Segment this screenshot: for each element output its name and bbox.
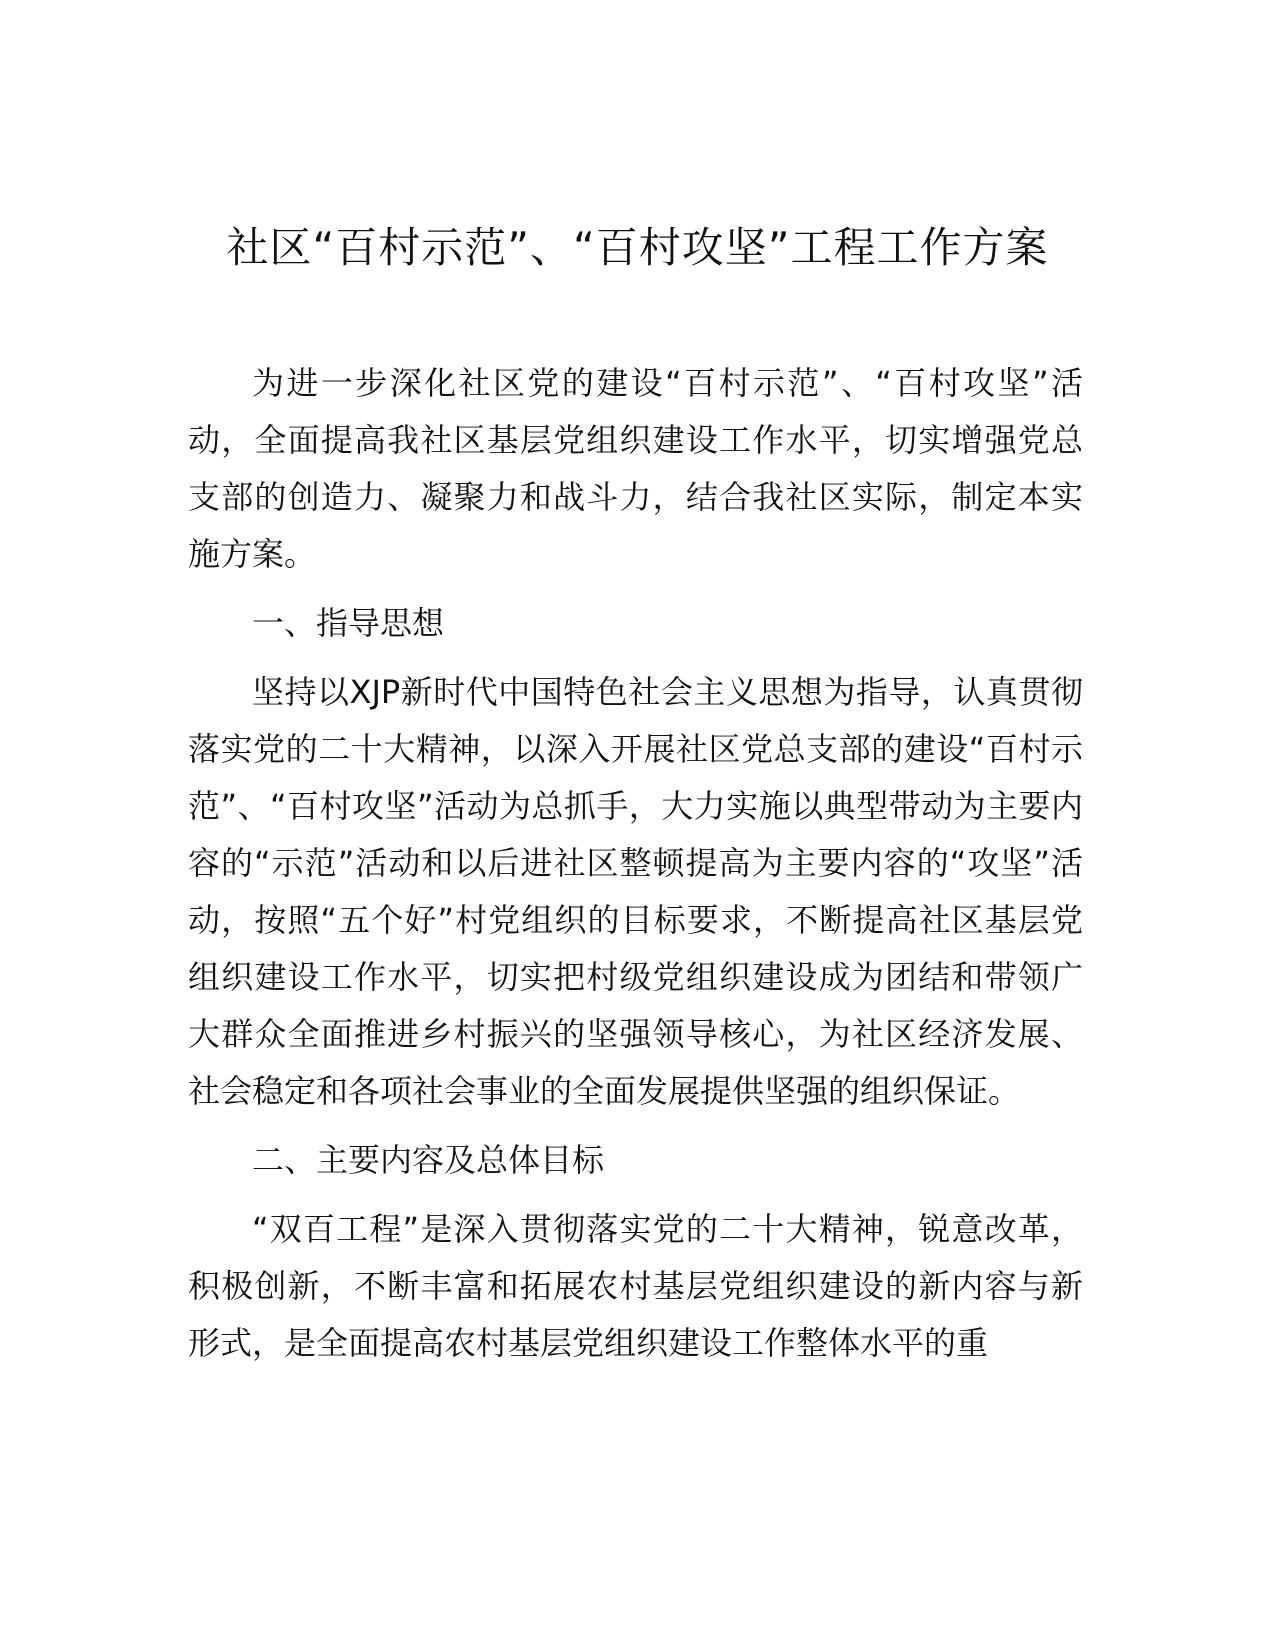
intro-paragraph: 为进一步深化社区党的建设“百村示范”、“百村攻坚”活动，全面提高我社区基层党组织建设工作水平，切实增强党总支部的创造力、凝聚力和战斗力，结合我社区实际，制定本实施方案。 bbox=[188, 364, 1083, 573]
section-paragraph-guiding-ideology: 坚持以XJP新时代中国特色社会主义思想为指导，认真贯彻落实党的二十大精神，以深入开展社区党总支部的建设“百村示范”、“百村攻坚”活动为总抓手，大力实施以典型带动为主要内容的“示范”活动和以后进社区整顿提高为主要内容的“攻坚”活动，按照“五个好”村党组织的目标要求，不断提高社区基层党组织建设工作水平，切实把村级党组织建设成为团结和带领广大群众全面推进乡村振兴的坚强领导核心，为社区经济发展、社会稳定和各项社会事业的全面发展提供坚强的组织保证。 bbox=[188, 673, 1083, 1110]
section-heading-main-content: 二、主要内容及总体目标 bbox=[252, 1141, 605, 1179]
section-paragraph-main-content: “双百工程”是深入贯彻落实党的二十大精神，锐意改革，积极创新，不断丰富和拓展农村基层党组织建设的新内容与新形式，是全面提高农村基层党组织建设工作整体水平的重 bbox=[188, 1210, 1083, 1362]
document-title: 社区“百村示范”、“百村攻坚”工程工作方案 bbox=[226, 223, 1049, 272]
document-body bbox=[188, 355, 1083, 1384]
section-heading-guiding-ideology: 一、指导思想 bbox=[252, 604, 445, 642]
